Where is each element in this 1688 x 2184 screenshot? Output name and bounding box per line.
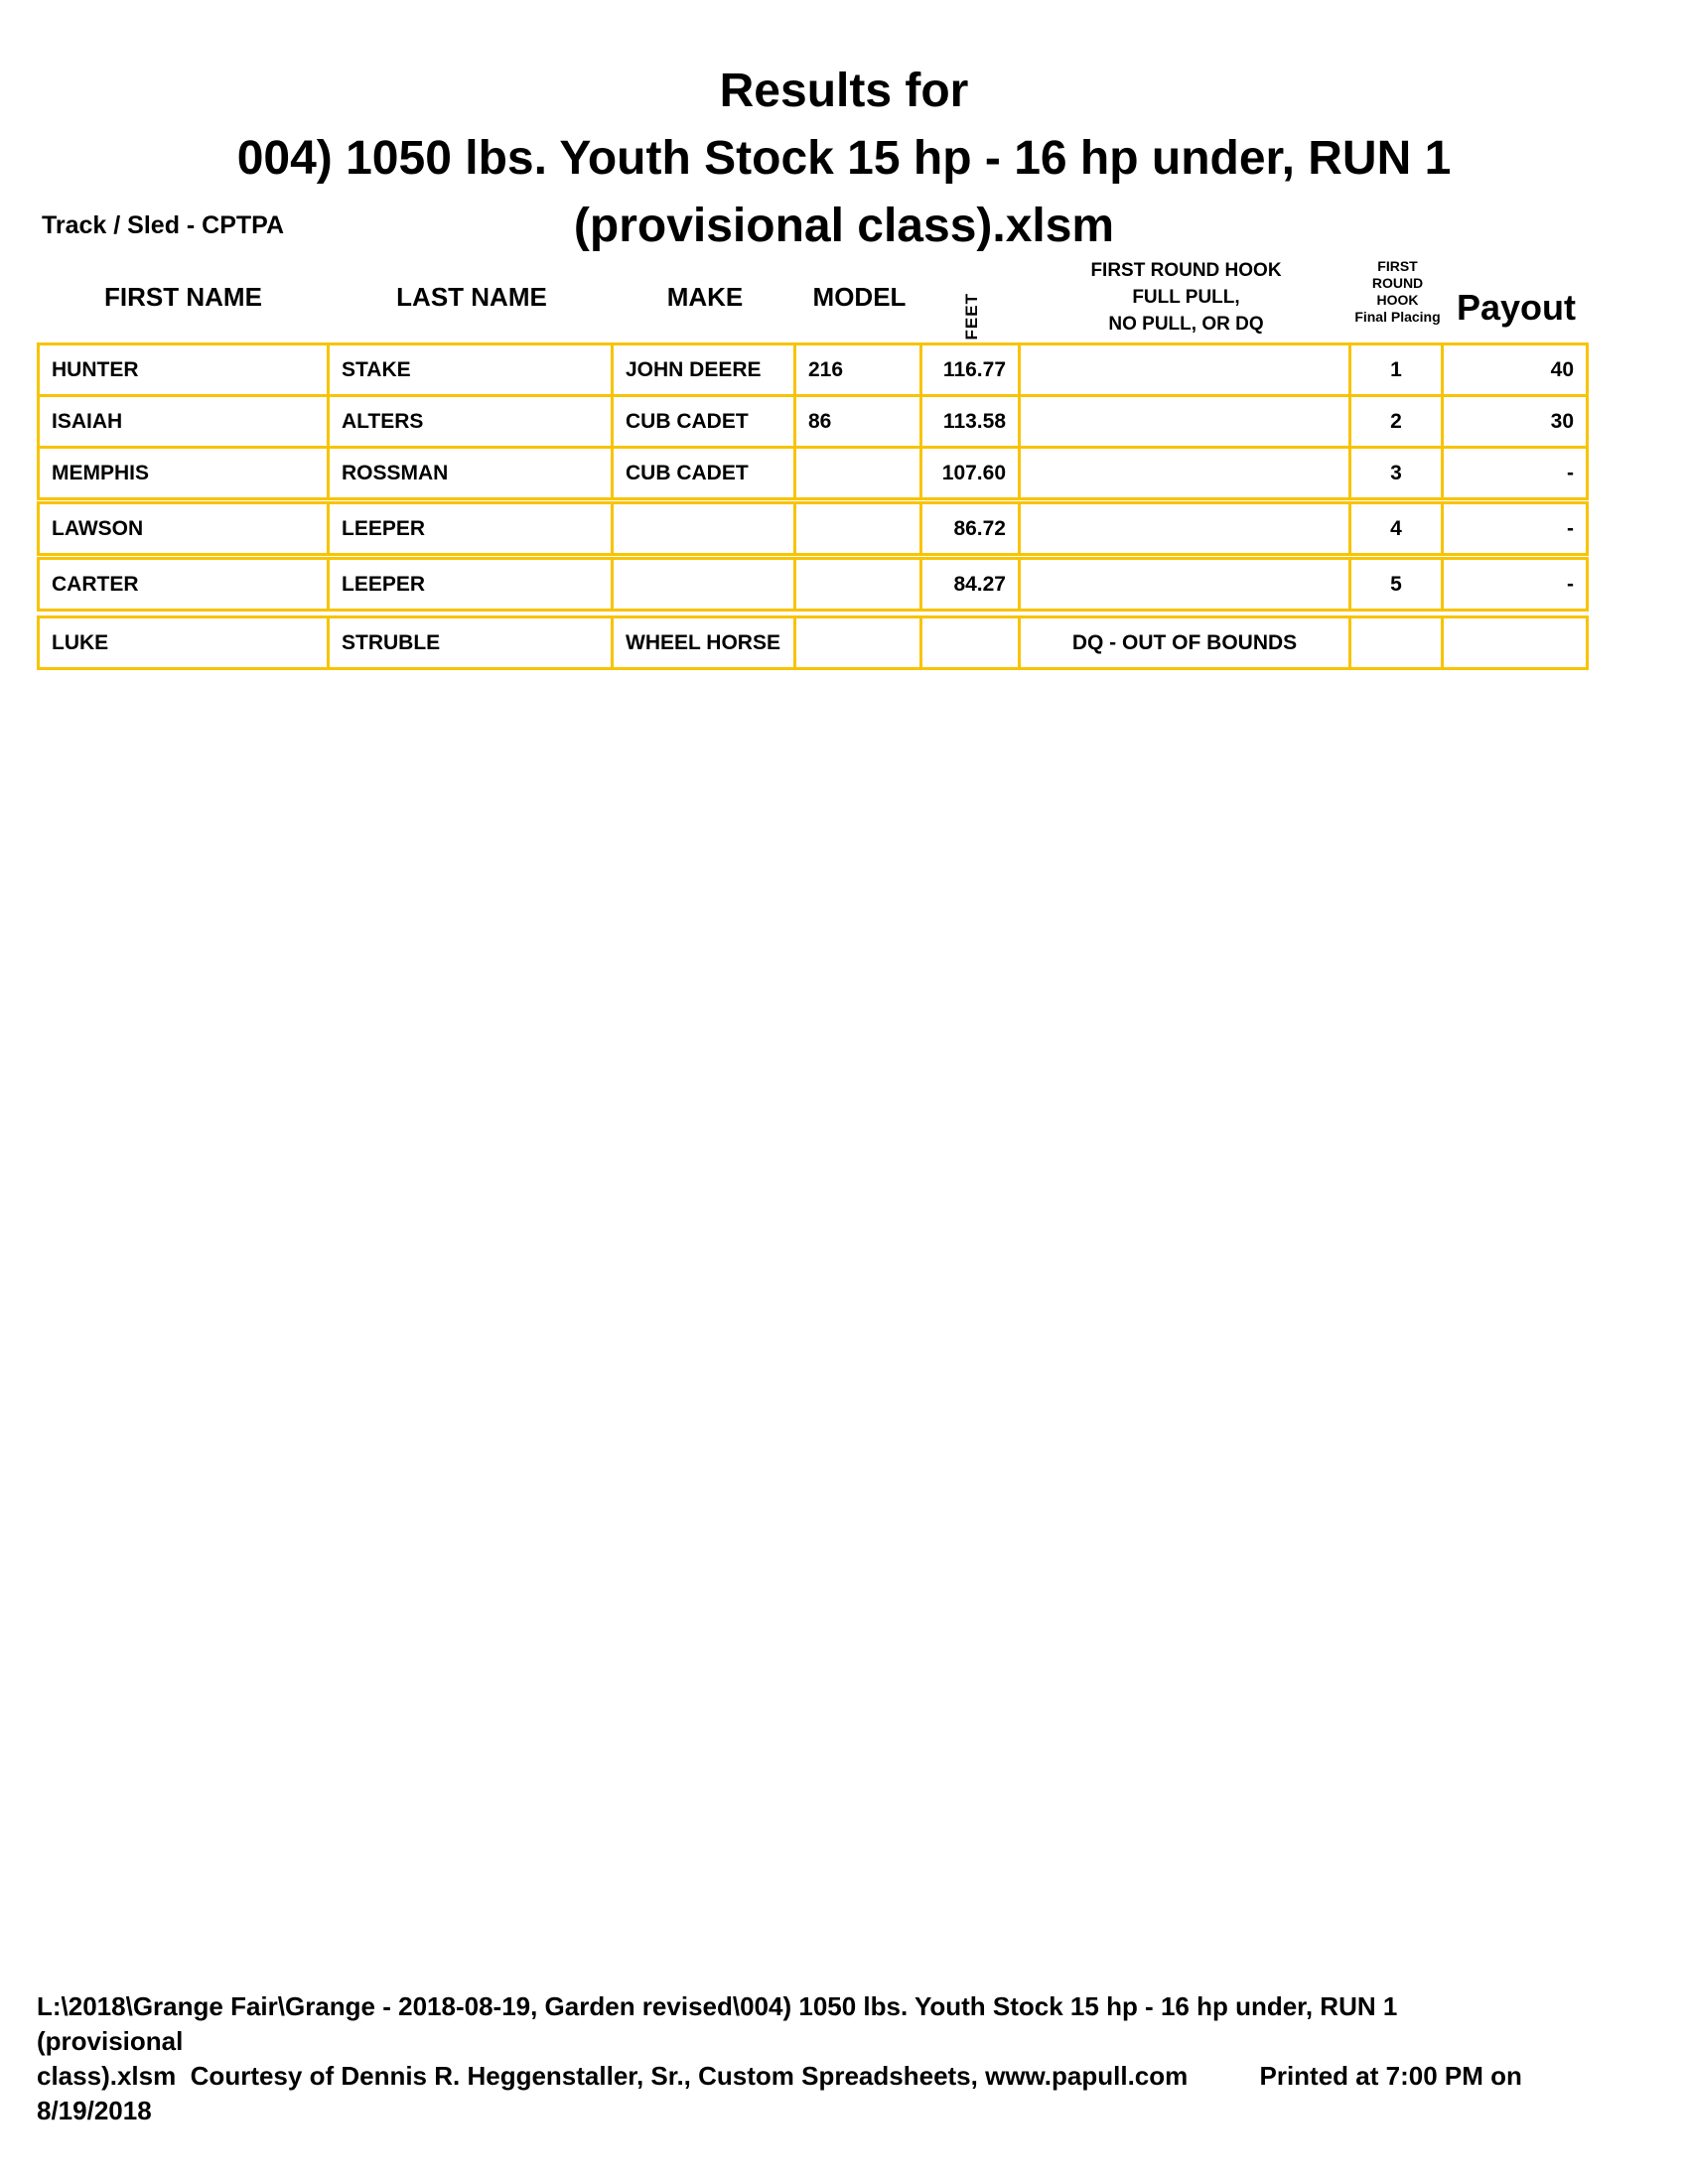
column-header-first-name: FIRST NAME: [104, 282, 262, 312]
table-row: [37, 501, 1589, 556]
table-row: [37, 615, 1589, 670]
cell-first-name: ISAIAH: [40, 397, 330, 446]
table-row: [37, 394, 1589, 449]
cell-payout: -: [1567, 461, 1574, 484]
column-header-model: MODEL: [812, 282, 907, 312]
cell-last-name: ROSSMAN: [330, 449, 614, 497]
cell-payout: -: [1567, 572, 1574, 596]
cell-hook-result: [1021, 560, 1351, 609]
cell-last-name: LEEPER: [330, 560, 614, 609]
column-header-feet: FEET: [961, 292, 981, 340]
cell-hook-result: [1021, 449, 1351, 497]
footer: [37, 1989, 1546, 2128]
cell-first-name: MEMPHIS: [40, 449, 330, 497]
cell-feet: 113.58: [922, 397, 1021, 446]
footer-courtesy-line: class).xlsm Courtesy of Dennis R. Heggenstaller, Sr., Custom Spreadsheets, www.papull.com Printed at 7:00 PM on: [37, 2061, 1522, 2091]
cell-hook-result: [1021, 504, 1351, 553]
footer-path-line: L:\2018\Grange Fair\Grange - 2018-08-19, Garden revised\004) 1050 lbs. Youth Stock 15 hp - 16 hp under, RUN 1 (provisional: [37, 1991, 1405, 2056]
cell-last-name: STAKE: [330, 345, 614, 394]
cell-model: [796, 504, 922, 553]
results-table: [37, 342, 1589, 670]
cell-final-placing: 5: [1351, 560, 1444, 609]
cell-make: [614, 504, 796, 553]
column-header-make: MAKE: [666, 282, 744, 312]
cell-hook-result: [1021, 345, 1351, 394]
table-row: [37, 446, 1589, 500]
track-sled-label: Track / Sled - CPTPA: [42, 211, 285, 239]
cell-first-name: CARTER: [40, 560, 330, 609]
cell-feet: 84.27: [922, 560, 1021, 609]
cell-last-name: LEEPER: [330, 504, 614, 553]
cell-final-placing: 1: [1351, 345, 1444, 394]
cell-model: [796, 560, 922, 609]
table-row: [37, 557, 1589, 612]
column-header-hook-result: FIRST ROUND HOOK FULL PULL, NO PULL, OR DQ: [1090, 260, 1282, 335]
cell-hook-result: [1021, 397, 1351, 446]
cell-final-placing: 2: [1351, 397, 1444, 446]
cell-make: CUB CADET: [614, 449, 796, 497]
cell-hook-result: DQ - OUT OF BOUNDS: [1021, 618, 1351, 667]
cell-first-name: HUNTER: [40, 345, 330, 394]
cell-feet: [922, 618, 1021, 667]
cell-feet: 86.72: [922, 504, 1021, 553]
filename-title: (provisional class).xlsm: [573, 200, 1115, 252]
cell-make: WHEEL HORSE: [614, 618, 796, 667]
cell-payout: 40: [1550, 357, 1574, 381]
cell-make: CUB CADET: [614, 397, 796, 446]
cell-first-name: LUKE: [40, 618, 330, 667]
cell-model: [796, 449, 922, 497]
cell-make: [614, 560, 796, 609]
cell-final-placing: 3: [1351, 449, 1444, 497]
page-title: Results for: [719, 65, 969, 117]
table-row: [37, 342, 1589, 397]
cell-payout: 30: [1550, 409, 1574, 433]
cell-payout: -: [1567, 516, 1574, 540]
class-title: 004) 1050 lbs. Youth Stock 15 hp - 16 hp under, RUN 1: [236, 132, 1452, 185]
cell-final-placing: [1351, 618, 1444, 667]
cell-last-name: ALTERS: [330, 397, 614, 446]
cell-make: JOHN DEERE: [614, 345, 796, 394]
cell-model: [796, 618, 922, 667]
cell-model: 86: [796, 397, 922, 446]
cell-payout: [1444, 618, 1586, 667]
cell-feet: 116.77: [922, 345, 1021, 394]
table-header-row: [37, 252, 1589, 340]
column-header-final-placing: FIRST ROUND HOOK Final Placing: [1354, 258, 1441, 325]
cell-model: 216: [796, 345, 922, 394]
cell-first-name: LAWSON: [40, 504, 330, 553]
cell-last-name: STRUBLE: [330, 618, 614, 667]
cell-feet: 107.60: [922, 449, 1021, 497]
cell-final-placing: 4: [1351, 504, 1444, 553]
column-header-last-name: LAST NAME: [396, 282, 547, 312]
footer-date-line: 8/19/2018: [37, 2096, 152, 2125]
column-header-payout: Payout: [1456, 287, 1577, 328]
